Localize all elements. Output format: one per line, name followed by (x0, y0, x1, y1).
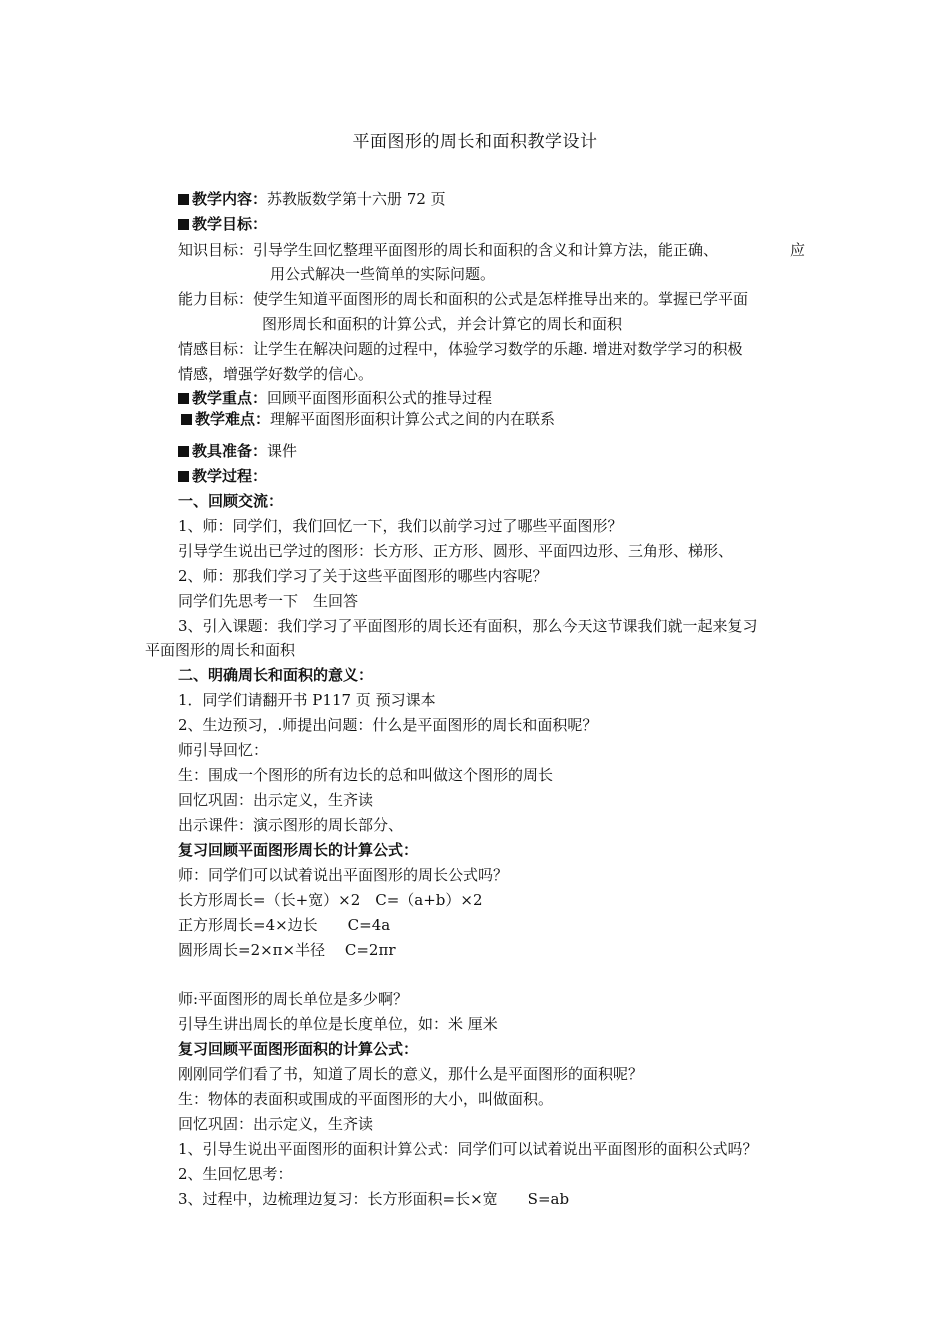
teaching-content-label: 教学内容： (192, 190, 268, 208)
ability-goal-line-2: 图形周长和面积的计算公式，并会计算它的周长和面积 (262, 315, 623, 333)
area-line: 2、生回忆思考： (178, 1165, 293, 1183)
section2-line: 回忆巩固：出示定义，生齐读 (178, 791, 374, 809)
area-formula-rectangle: 3、过程中，边梳理边复习：长方形面积=长×宽 S=ab (178, 1190, 570, 1208)
bullet-square-icon (178, 194, 189, 205)
section2-line: 1．同学们请翻开书 P117 页 预习课本 (178, 691, 436, 709)
perimeter-unit-line: 引导生讲出周长的单位是长度单位，如：米 厘米 (178, 1015, 498, 1033)
bullet-square-icon (178, 446, 189, 457)
key-point-label: 教学重点： (192, 389, 268, 407)
emotion-goal-line-2: 情感，增强学好数学的信心。 (178, 365, 374, 383)
section1-line: 平面图形的周长和面积 (145, 641, 296, 659)
perimeter-formula-square: 正方形周长=4×边长 C=4a (178, 916, 391, 934)
perimeter-formula-rectangle: 长方形周长=（长+宽）×2 C=（a+b）×2 (178, 891, 483, 909)
area-line: 回忆巩固：出示定义，生齐读 (178, 1115, 374, 1133)
document-title: 平面图形的周长和面积教学设计 (352, 132, 598, 152)
knowledge-goal-line-1 (178, 240, 718, 260)
section1-line: 引导学生说出已学过的图形：长方形、正方形、圆形、平面四边形、三角形、梯形、 (178, 542, 734, 560)
process-label: 教学过程： (192, 467, 268, 485)
area-line: 刚刚同学们看了书，知道了周长的意义，那什么是平面图形的面积呢？ (178, 1065, 644, 1083)
section2-heading: 二、明确周长和面积的意义： (178, 666, 374, 684)
teaching-goals-heading (178, 214, 267, 234)
ability-goal-line-1: 能力目标：使学生知道平面图形的周长和面积的公式是怎样推导出来的。掌握已学平面 (178, 290, 749, 308)
knowledge-goal-line-2: 用公式解决一些简单的实际问题。 (270, 265, 496, 283)
bullet-square-icon (178, 219, 189, 230)
emotion-goal-line-1: 情感目标：让学生在解决问题的过程中，体验学习数学的乐趣. 增进对数学学习的积极 (178, 340, 743, 358)
difficulty-line (181, 409, 555, 429)
section1-line: 1、师：同学们，我们回忆一下，我们以前学习过了哪些平面图形？ (178, 517, 623, 535)
teaching-goals-label: 教学目标： (192, 215, 268, 233)
tools-label: 教具准备： (192, 442, 268, 460)
perimeter-unit-line: 师:平面图形的周长单位是多少啊？ (178, 990, 409, 1008)
difficulty-value: 理解平面图形面积计算公式之间的内在联系 (270, 410, 556, 428)
section2-line: 师引导回忆： (178, 741, 269, 759)
section2-line: 生：围成一个图形的所有边长的总和叫做这个图形的周长 (178, 766, 554, 784)
section2-line: 出示课件：演示图形的周长部分、 (178, 816, 404, 834)
bullet-square-icon (178, 393, 189, 404)
difficulty-label: 教学难点： (195, 410, 271, 428)
section1-heading: 一、回顾交流： (178, 492, 284, 510)
teaching-content-value: 苏教版数学第十六册 72 页 (267, 190, 446, 208)
tools-value: 课件 (267, 442, 298, 460)
section1-line: 同学们先思考一下 生回答 (178, 592, 359, 610)
key-point-line (178, 388, 492, 408)
key-point-value: 回顾平面图形面积公式的推导过程 (267, 389, 493, 407)
perimeter-formula-circle: 圆形周长=2×π×半径 C=2πr (178, 941, 396, 959)
section1-line: 2、师：那我们学习了关于这些平面图形的哪些内容呢？ (178, 567, 548, 585)
area-heading: 复习回顾平面图形面积的计算公式： (178, 1040, 419, 1058)
process-heading (178, 466, 267, 486)
teaching-content-line (178, 189, 446, 209)
bullet-square-icon (178, 471, 189, 482)
section1-line: 3、引入课题：我们学习了平面图形的周长还有面积，那么今天这节课我们就一起来复习 (178, 617, 758, 635)
perimeter-line: 师：同学们可以试着说出平面图形的周长公式吗？ (178, 866, 509, 884)
section2-line: 2、生边预习，.师提出问题：什么是平面图形的周长和面积呢？ (178, 716, 598, 734)
area-line: 生：物体的表面积或围成的平面图形的大小，叫做面积。 (178, 1090, 554, 1108)
knowledge-goal-text: 知识目标：引导学生回忆整理平面图形的周长和面积的含义和计算方法，能正确、 (178, 241, 719, 259)
area-line: 1、引导生说出平面图形的面积计算公式：同学们可以试着说出平面图形的面积公式吗？ (178, 1140, 758, 1158)
bullet-square-icon (181, 414, 192, 425)
perimeter-heading: 复习回顾平面图形周长的计算公式： (178, 841, 419, 859)
knowledge-goal-tail: 应 (790, 241, 806, 259)
tools-line (178, 441, 297, 461)
